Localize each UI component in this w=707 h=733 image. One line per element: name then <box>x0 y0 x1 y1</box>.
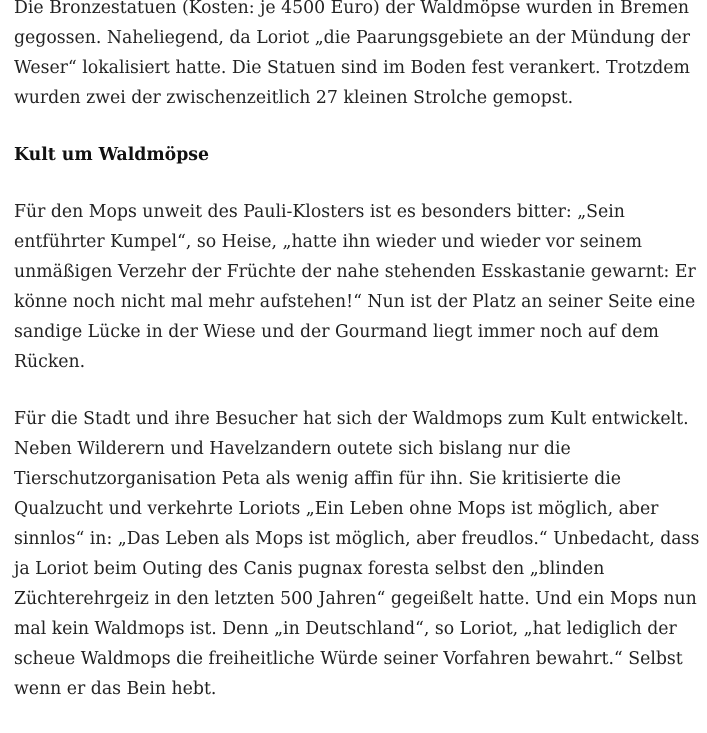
article-paragraph-2: Für den Mops unweit des Pauli-Klosters ist es besonders bitter: „Sein entführter Kumpel“, so Heise, „hatte ihn wieder und wieder vor seinem unmäßigen Verzehr der Früchte der nahe stehenden Esskastanie gewarnt: Er könne noch nicht mal mehr aufstehen!“ Nun ist der Platz an seiner Seite eine sandige Lücke in der Wiese und der Gourmand liegt immer noch auf dem Rücken. <box>14 202 696 372</box>
paragraph-spacer <box>14 113 704 140</box>
article-subheading: Kult um Waldmöpse <box>14 145 210 165</box>
article-body <box>14 0 704 704</box>
paragraph-spacer <box>14 170 704 197</box>
article-paragraph-3: Für die Stadt und ihre Besucher hat sich der Waldmops zum Kult entwickelt. Neben Wilderern und Havelzandern outete sich bislang nur die Tierschutzorganisation Peta als wenig affin für ihn. Sie kritisierte die Qualzucht und verkehrte Loriots „Ein Leben ohne Mops ist möglich, aber sinnlos“ in: „Das Leben als Mops ist möglich, aber freudlos.“ Unbedacht, dass ja Loriot beim Outing des Canis pugnax foresta selbst den „blinden Züchterehrgeiz in den letzten 500 Jahren“ gegeißelt hatte. Und ein Mops nun mal kein Waldmops ist. Denn „in Deutschland“, so Loriot, „hat lediglich der scheue Waldmops die freiheitliche Würde seiner Vorfahren bewahrt.“ Selbst wenn er das Bein hebt. <box>14 409 700 699</box>
paragraph-spacer <box>14 377 704 404</box>
article-paragraph-1: Die Bronzestatuen (Kosten: je 4500 Euro) der Waldmöpse wurden in Bremen gegossen. Naheliegend, da Loriot „die Paarungsgebiete an der Mündung der Weser“ lokalisiert hatte. Die Statuen sind im Boden fest verankert. Trotzdem wurden zwei der zwischenzeitlich 27 kleinen Strolche gemopst. <box>14 0 691 108</box>
